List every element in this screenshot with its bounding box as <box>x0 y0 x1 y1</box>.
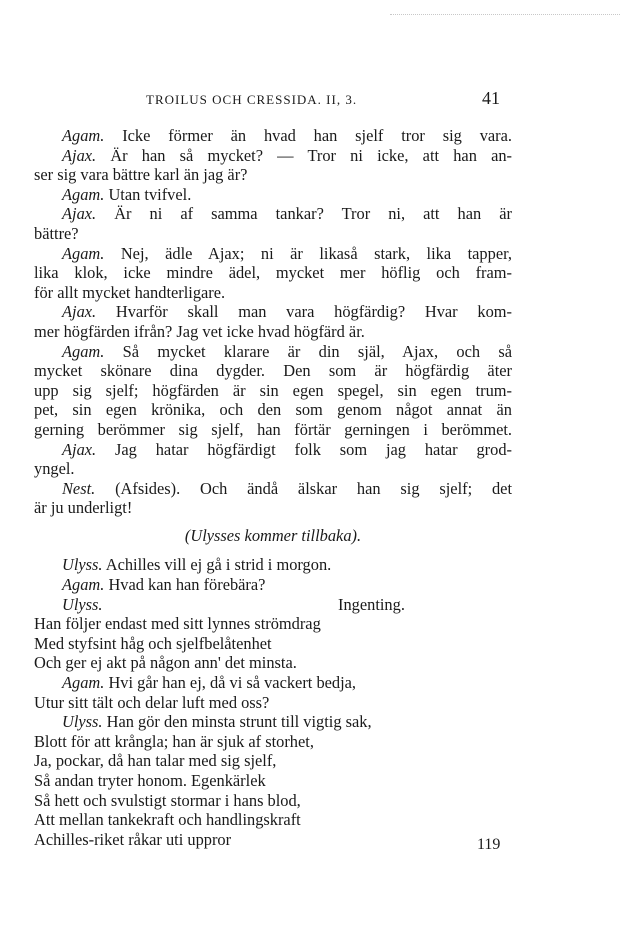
stage-direction: (Ulysses kommer tillbaka). <box>184 525 362 545</box>
page-header <box>0 88 624 112</box>
speaker: Ajax. <box>62 204 97 224</box>
verse-line: Achilles-riket råkar uti uppror <box>34 829 232 849</box>
speaker: Ajax. <box>62 439 97 459</box>
verse-line: Och ger ej akt på någon ann' det minsta. <box>34 653 297 673</box>
verse-line: Ulyss. Han gör den minsta strunt till vigtig sak, <box>62 712 372 732</box>
text-line: upp sig sjelf; högfärden är sin egen spegel, sin egen trum- <box>34 380 512 400</box>
speaker: Agam. <box>62 126 105 145</box>
verse-line: Ulyss. Ingenting. <box>62 594 405 614</box>
text-line: Agam. Utan tvifvel. <box>62 184 192 204</box>
text-line: Agam. Nej, ädle Ajax; ni är likaså stark, lika tapper, <box>62 243 512 263</box>
text-line: Nest. (Afsides). Och ändå älskar han sig sjelf; det <box>62 478 512 498</box>
text-line: för allt mycket handterligare. <box>34 282 226 302</box>
text-line: bättre? <box>34 223 79 243</box>
speaker: Agam. <box>62 673 105 693</box>
running-head: TROILUS OCH CRESSIDA. II, 3. <box>146 92 358 107</box>
text-line: Agam. Så mycket klarare är din själ, Ajax, och så <box>62 341 512 361</box>
speaker: Agam. <box>62 575 105 595</box>
text-line: Agam. Icke förmer än hvad han sjelf tror sig vara. <box>62 126 512 145</box>
text-line: Ajax. Hvarför skall man vara högfärdig? Hvar kom- <box>62 302 512 322</box>
text-line: Ajax. Är ni af samma tankar? Tror ni, att han är <box>62 204 512 224</box>
signature-mark: 119 <box>477 836 501 853</box>
page-number: 41 <box>482 88 500 108</box>
speaker: Ajax. <box>62 302 97 322</box>
verse-line: Med styfsint håg och sjelfbelåtenhet <box>34 633 272 653</box>
verse-line: Agam. Hvad kan han förebära? <box>62 575 266 595</box>
verse-line: Ulyss. Achilles vill ej gå i strid i morgon. <box>62 555 332 575</box>
page-body <box>34 126 512 849</box>
text-line: Ajax. Jag hatar högfärdigt folk som jag hatar grod- <box>62 439 512 459</box>
text-line: mer högfärden ifrån? Jag vet icke hvad högfärd är. <box>34 321 365 341</box>
text-line: mycket skönare dina dygder. Den som är högfärdig äter <box>34 361 512 381</box>
text-line: är ju underligt! <box>34 498 133 518</box>
text-line: Ajax. Är han så mycket? — Tror ni icke, att han an- <box>62 145 512 165</box>
scan-edge-dots <box>390 14 620 17</box>
speaker: Ajax. <box>62 145 97 165</box>
verse-line: Agam. Hvi går han ej, då vi så vackert bedja, <box>62 673 357 693</box>
text-line: lika klok, icke mindre ädel, mycket mer höflig och fram- <box>34 263 512 283</box>
speaker: Ulyss. <box>62 555 103 575</box>
verse-line: Så andan tryter honom. Egenkärlek <box>34 771 266 790</box>
verse-line: Att mellan tankekraft och handlingskraft <box>34 810 301 830</box>
speaker: Agam. <box>62 341 105 361</box>
speaker: Ulyss. <box>62 712 103 732</box>
speaker: Agam. <box>62 243 105 263</box>
verse-line: Så hett och svulstigt stormar i hans blod, <box>34 790 301 810</box>
speaker: Agam. <box>62 184 105 204</box>
verse-line: Utur sitt tält och delar luft med oss? <box>34 692 270 712</box>
verse-line: Blott för att krångla; han är sjuk af storhet, <box>34 731 314 751</box>
text-line: pet, sin egen krönika, och den som genom något annat än <box>34 400 512 420</box>
speaker: Ulyss. <box>62 594 103 614</box>
verse-line: Ja, pockar, då han talar med sig sjelf, <box>34 751 277 771</box>
speaker: Nest. <box>62 478 96 498</box>
text-line: gerning berömmer sig sjelf, han förtär gerningen i berömmet. <box>34 419 512 439</box>
text-line: ser sig vara bättre karl än jag är? <box>34 165 248 185</box>
verse-line: Han följer endast med sitt lynnes strömdrag <box>34 614 321 634</box>
text-line: yngel. <box>34 459 75 479</box>
